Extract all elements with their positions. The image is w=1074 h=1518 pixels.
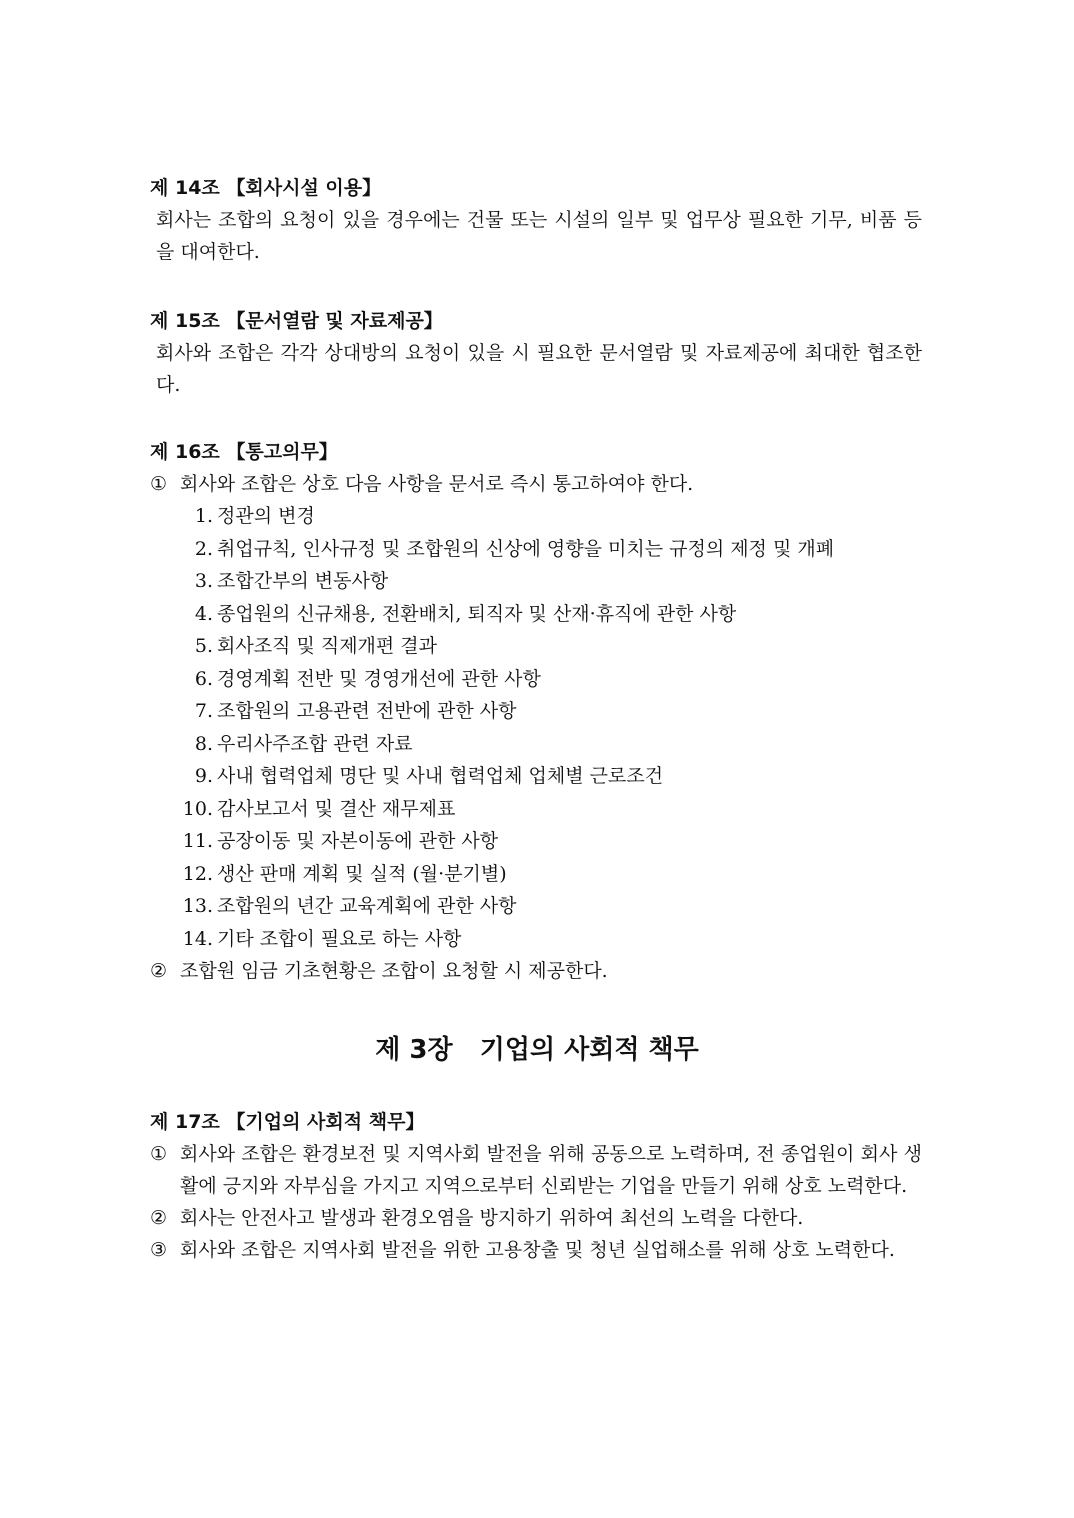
- item-marker: ③: [150, 1239, 168, 1261]
- list-item-text: 기타 조합이 필요로 하는 사항: [217, 927, 462, 950]
- item-text: 회사와 조합은 상호 다음 사항을 문서로 즉시 통고하여야 한다.: [180, 473, 694, 495]
- article-17: [150, 1106, 922, 1266]
- article-14-body: 회사는 조합의 요청이 있을 경우에는 건물 또는 시설의 일부 및 업무상 필요한 기무, 비품 등을 대여한다.: [156, 209, 922, 263]
- list-item-text: 공장이동 및 자본이동에 관한 사항: [217, 830, 499, 852]
- list-item-text: 회사조직 및 직제개편 결과: [217, 635, 438, 657]
- list-item: [150, 500, 922, 533]
- article-16-item-2: [150, 955, 922, 987]
- article-16: [150, 436, 922, 987]
- list-item: [150, 858, 922, 891]
- article-14-title: 제 14조 【회사시설 이용】: [150, 177, 382, 199]
- article-17-item-1: [150, 1138, 922, 1202]
- list-item: [150, 533, 922, 566]
- list-item: [150, 760, 922, 793]
- article-16-item-1: [150, 468, 922, 500]
- list-item: [150, 598, 922, 631]
- list-item-number: 13.: [182, 895, 213, 917]
- article-17-item-2: [150, 1202, 922, 1234]
- list-item: [150, 695, 922, 728]
- list-item: [150, 793, 922, 826]
- notification-items-list: [150, 500, 922, 955]
- list-item-number: 6.: [194, 667, 213, 690]
- list-item-number: 7.: [194, 700, 213, 722]
- item-text: 회사는 안전사고 발생과 환경오염을 방지하기 위하여 최선의 노력을 다한다.: [180, 1207, 804, 1229]
- list-item-number: 5.: [194, 635, 213, 657]
- list-item-text: 사내 협력업체 명단 및 사내 협력업체 업체별 근로조건: [217, 765, 664, 787]
- list-item: [150, 923, 922, 956]
- item-text: 회사와 조합은 지역사회 발전을 위한 고용창출 및 청년 실업해소를 위해 상호 노력한다.: [180, 1239, 895, 1261]
- article-17-item-3: [150, 1234, 922, 1266]
- list-item-text: 생산 판매 계획 및 실적 (월·분기별): [217, 862, 507, 885]
- item-marker: ①: [150, 473, 168, 495]
- list-item: [150, 663, 922, 696]
- list-item-text: 조합간부의 변동사항: [217, 570, 389, 592]
- list-item-number: 9.: [194, 765, 213, 787]
- list-item-number: 2.: [194, 537, 213, 560]
- article-15: [150, 305, 922, 401]
- article-16-title: 제 16조 【통고의무】: [150, 441, 338, 463]
- list-item-text: 우리사주조합 관련 자료: [217, 732, 413, 755]
- article-15-title: 제 15조 【문서열람 및 자료제공】: [150, 310, 443, 332]
- item-text: 회사와 조합은 환경보전 및 지역사회 발전을 위해 공동으로 노력하며, 전 종업원이 회사 생활에 긍지와 자부심을 가지고 지역으로부터 신뢰받는 기업을 만들기 위해 상호 노력한다.: [180, 1143, 922, 1197]
- list-item: [150, 825, 922, 858]
- chapter-3-heading: 제 3장 기업의 사회적 책무: [375, 1035, 699, 1065]
- item-text: 조합원 임금 기초현황은 조합이 요청할 시 제공한다.: [180, 960, 608, 982]
- list-item-number: 8.: [194, 732, 213, 755]
- list-item-text: 조합원의 고용관련 전반에 관한 사항: [217, 700, 517, 722]
- list-item-number: 12.: [182, 862, 213, 885]
- article-15-body: 회사와 조합은 각각 상대방의 요청이 있을 시 필요한 문서열람 및 자료제공에 최대한 협조한다.: [156, 342, 922, 396]
- article-17-title: 제 17조 【기업의 사회적 책무】: [150, 1111, 425, 1133]
- list-item-text: 취업규칙, 인사규정 및 조합원의 신상에 영향을 미치는 규정의 제정 및 개폐: [217, 537, 835, 560]
- list-item: [150, 890, 922, 923]
- list-item: [150, 728, 922, 761]
- list-item-number: 3.: [194, 570, 213, 592]
- list-item-number: 1.: [194, 505, 213, 527]
- list-item-text: 조합원의 년간 교육계획에 관한 사항: [217, 895, 517, 917]
- article-14: [150, 172, 922, 268]
- item-marker: ①: [150, 1143, 168, 1165]
- list-item-number: 14.: [182, 927, 213, 950]
- list-item-text: 경영계획 전반 및 경영개선에 관한 사항: [217, 667, 541, 690]
- list-item-text: 감사보고서 및 결산 재무제표: [217, 797, 456, 820]
- list-item-number: 4.: [194, 602, 213, 625]
- list-item-number: 10.: [182, 797, 213, 820]
- list-item: [150, 565, 922, 598]
- item-marker: ②: [150, 960, 168, 982]
- list-item-text: 정관의 변경: [217, 505, 315, 527]
- list-item-text: 종업원의 신규채용, 전환배치, 퇴직자 및 산재·휴직에 관한 사항: [217, 602, 737, 625]
- list-item-number: 11.: [182, 830, 213, 852]
- item-marker: ②: [150, 1207, 168, 1229]
- list-item: [150, 630, 922, 663]
